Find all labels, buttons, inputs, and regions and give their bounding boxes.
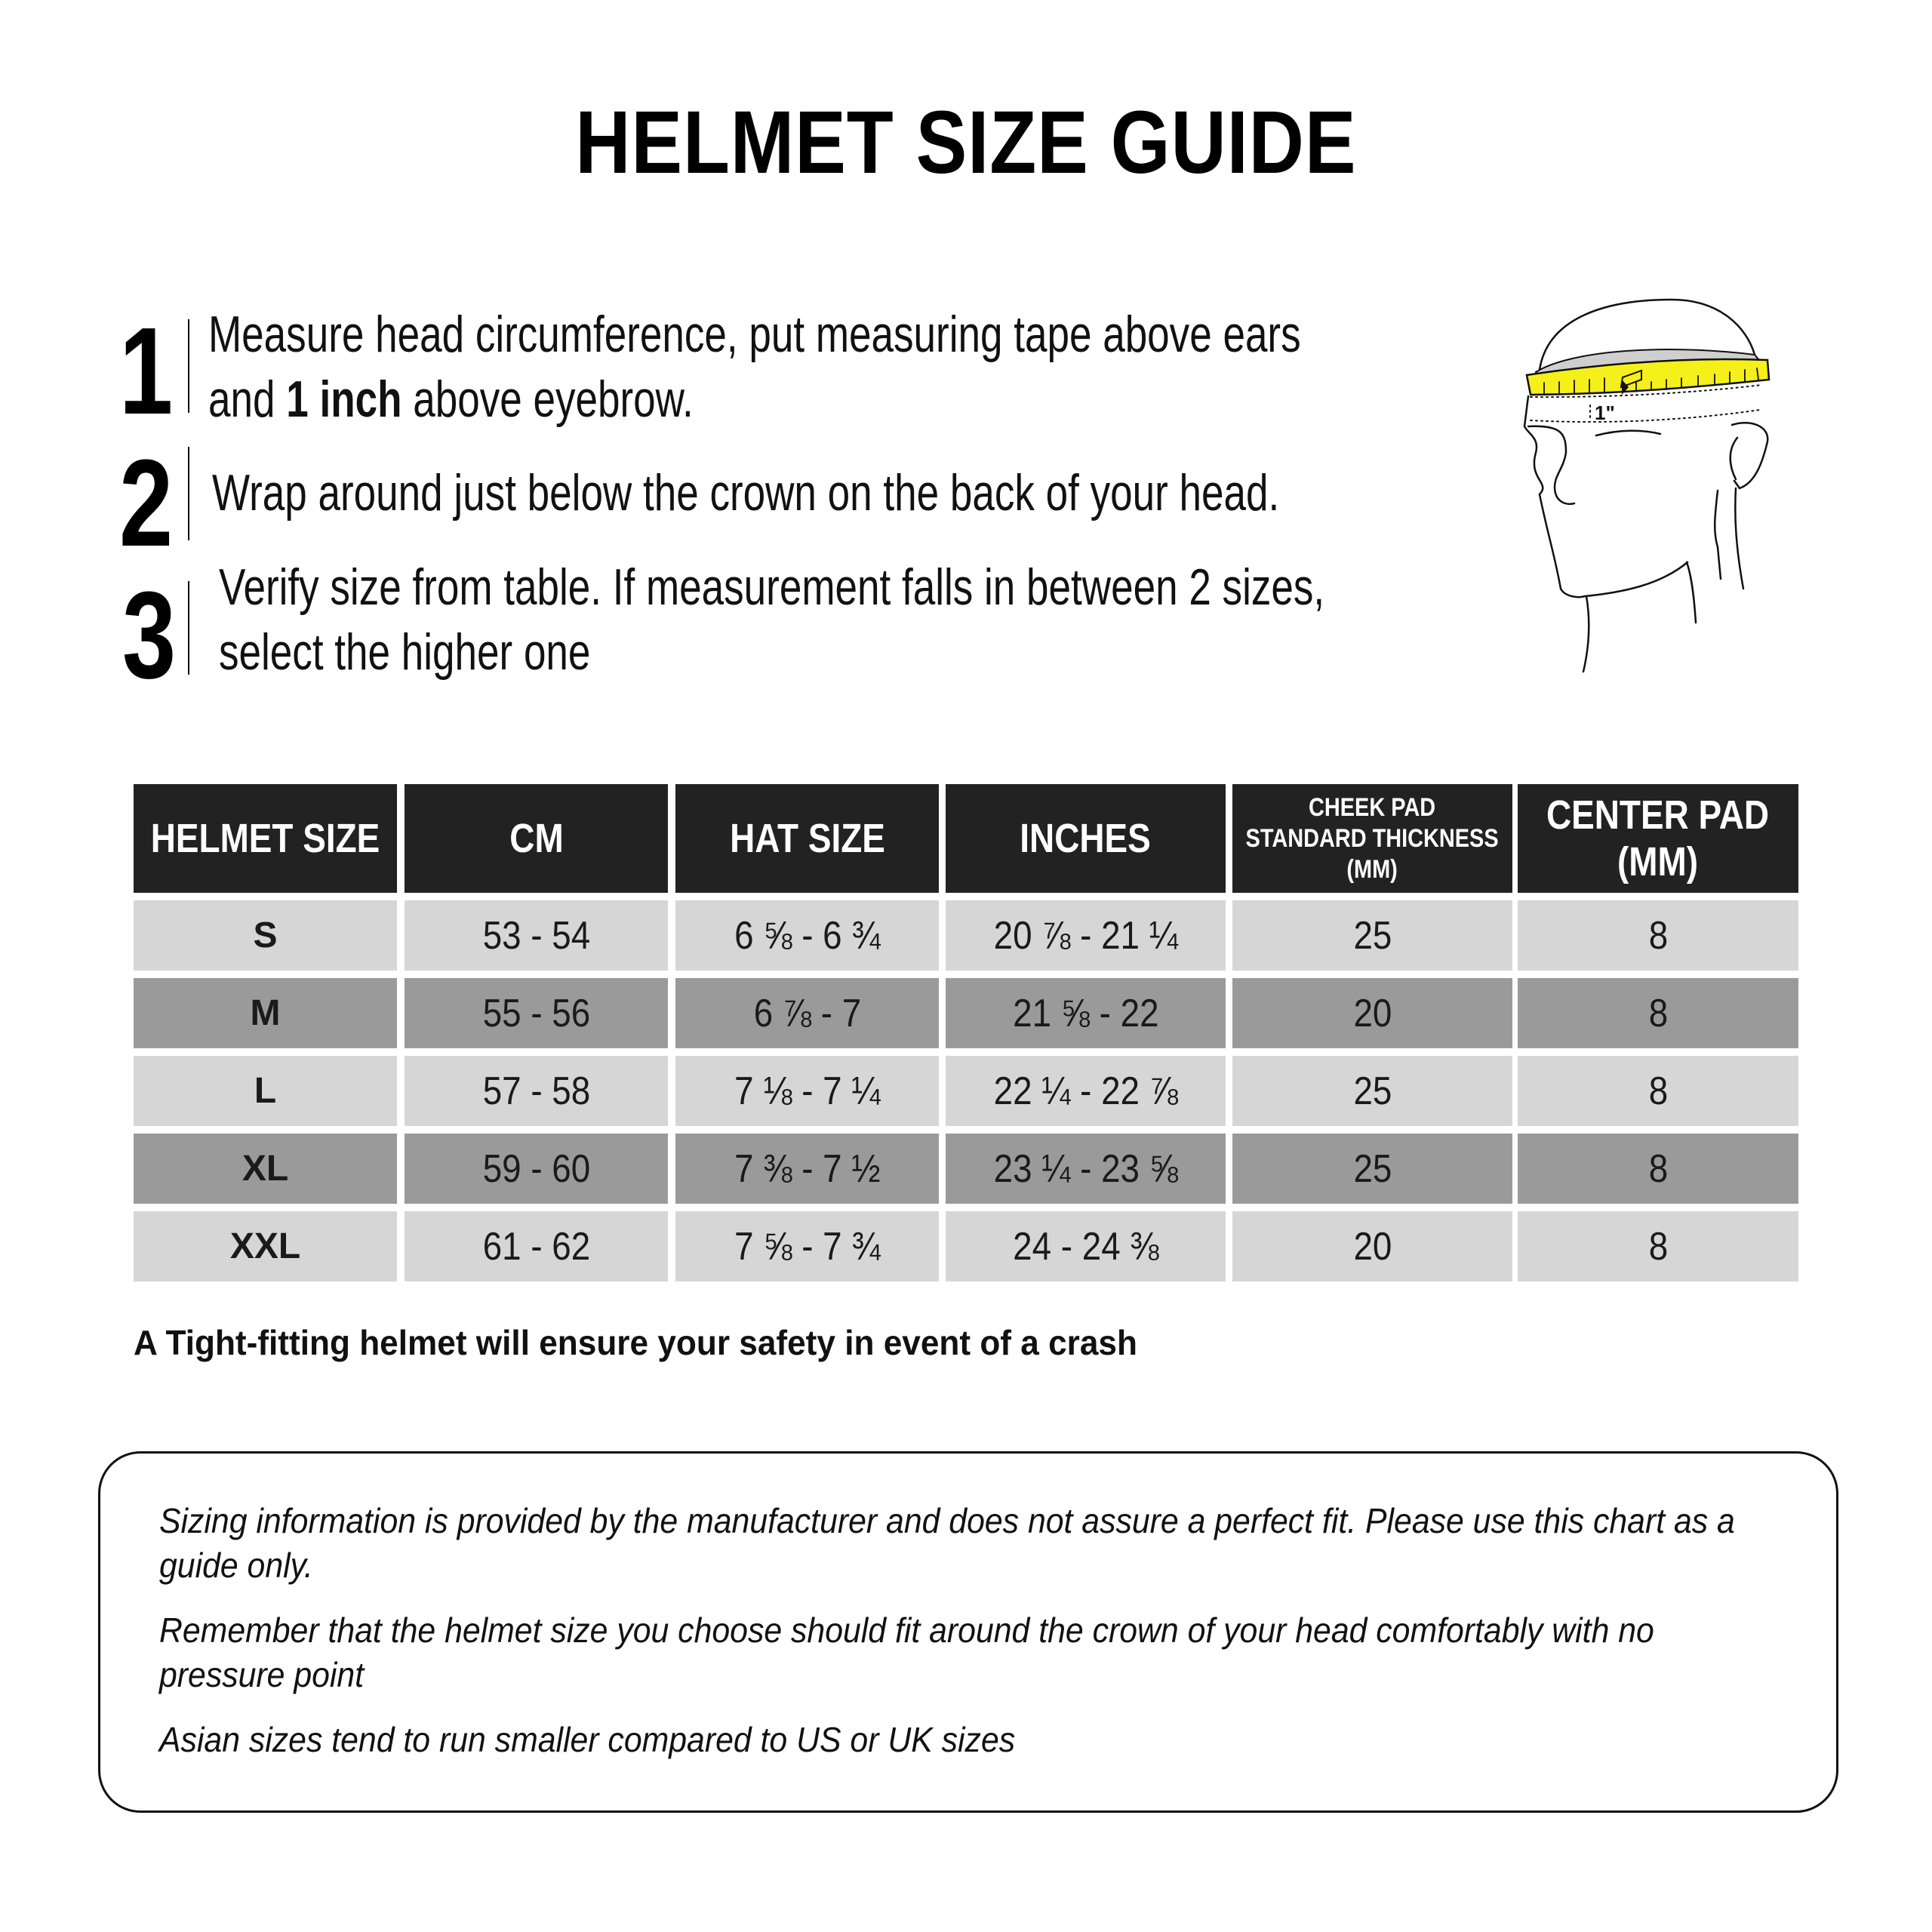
cell-value: 59 - 60 [482,1146,590,1191]
page-title [0,93,1932,192]
cell-hat-size [675,1211,939,1281]
cell-value: 8 [1648,913,1668,958]
page-title-text: HELMET SIZE GUIDE [575,93,1357,192]
header-line: STANDARD THICKNESS [1245,823,1500,853]
cell-helmet-size [134,900,397,971]
emphasis-text: 1 inch [286,371,402,428]
cell-cheek-pad [1232,978,1512,1048]
cell-inches [946,1134,1226,1204]
cell-value: 20 ⅞ - 21 ¼ [993,913,1178,958]
step-text [208,302,1301,432]
cell-value: XL [242,1149,289,1189]
header-label [1246,792,1499,885]
cell-hat-size [675,900,939,971]
cell-cm [405,1056,668,1126]
cell-cheek-pad [1232,1134,1512,1204]
cell-inches [946,900,1226,971]
header-line: CHEEK PAD [1309,792,1436,822]
cell-hat-size [675,978,939,1048]
cell-value: 6 ⅞ - 7 [753,991,861,1035]
cell-value: 7 ⅜ - 7 ½ [734,1146,881,1191]
cell-value: M [250,993,281,1033]
disclaimer-paragraph: Remember that the helmet size you choose should fit around the crown of your head comfortably with no pressure point [159,1611,1654,1694]
header-line: CENTER PAD [1546,792,1770,838]
step-divider [188,319,189,413]
cell-value: 7 ⅝ - 7 ¾ [734,1224,881,1269]
cell-hat-size [675,1056,939,1126]
cell-value: S [253,915,278,955]
step-number: 3 [122,566,177,704]
cell-value: 7 ⅛ - 7 ¼ [734,1069,881,1113]
cell-value: 23 ¼ - 23 ⅝ [993,1146,1178,1191]
cell-value: 61 - 62 [482,1224,590,1269]
table-row [134,978,1798,1048]
header-label: CM [509,816,564,861]
cell-inches [946,1056,1226,1126]
cell-value: 24 - 24 ⅜ [1012,1224,1159,1269]
cell-inches [946,978,1226,1048]
cell-value: 25 [1353,913,1392,958]
column-header-hat-size [675,784,939,893]
step-number: 2 [119,434,174,572]
cell-value: 57 - 58 [482,1069,590,1113]
cell-value: 8 [1648,1224,1668,1269]
cell-center-pad [1518,978,1798,1048]
header-label: HELMET SIZE [150,816,380,861]
cell-cheek-pad [1232,1056,1512,1126]
header-label: INCHES [1020,816,1152,861]
cell-cheek-pad [1232,1211,1512,1281]
cell-helmet-size [134,1211,397,1281]
table-row [134,1134,1798,1204]
step-number: 1 [119,302,174,440]
cell-cm [405,1134,668,1204]
column-header-cm [405,784,668,893]
step-line: select the higher one [219,623,591,681]
step-text [219,555,1324,685]
cell-center-pad [1518,1211,1798,1281]
cell-value: 55 - 56 [482,991,590,1035]
cell-center-pad [1518,1134,1798,1204]
cell-value: XXL [229,1226,301,1266]
column-header-cheek-pad [1232,784,1512,893]
table-header-row [134,784,1798,893]
cell-value: L [254,1071,277,1111]
step-divider [188,581,189,675]
step-line: Measure head circumference, put measuring tape above ears [208,306,1301,363]
cell-value: 22 ¼ - 22 ⅞ [993,1069,1178,1113]
column-header-helmet-size [134,784,397,893]
safety-note: A Tight-fitting helmet will ensure your safety in event of a crash [134,1323,1137,1362]
cell-value: 6 ⅝ - 6 ¾ [734,913,881,958]
cell-cm [405,900,668,971]
cell-value: 8 [1648,1069,1668,1113]
disclaimer-paragraph: Asian sizes tend to run smaller compared to US or UK sizes [159,1720,1016,1759]
cell-inches [946,1211,1226,1281]
column-header-center-pad [1518,784,1798,893]
step-divider [188,447,189,540]
cell-cheek-pad [1232,900,1512,971]
step-line: Wrap around just below the crown on the back of your head. [212,464,1280,521]
cell-value: 8 [1648,1146,1668,1191]
cell-value: 53 - 54 [482,913,590,958]
table-row [134,1211,1798,1281]
step-line [208,367,1301,432]
text: above eyebrow. [401,371,694,428]
step-text [212,460,1279,525]
cell-helmet-size [134,1056,397,1126]
cell-value: 21 ⅝ - 22 [1012,991,1159,1035]
cell-helmet-size [134,978,397,1048]
cell-cm [405,978,668,1048]
cell-hat-size [675,1134,939,1204]
disclaimer-paragraph: Sizing information is provided by the manufacturer and does not assure a perfect fit. Please use this chart as a guide only. [159,1501,1735,1585]
header-line: (MM) [1346,854,1398,884]
cell-center-pad [1518,900,1798,971]
header-label [1547,792,1770,885]
disclaimer-box [98,1451,1838,1813]
cell-value: 20 [1353,991,1392,1035]
cell-value: 25 [1353,1146,1392,1191]
header-line: (MM) [1617,839,1699,884]
cell-value: 25 [1353,1069,1392,1113]
header-label: HAT SIZE [729,816,885,861]
cell-value: 20 [1353,1224,1392,1269]
table-row [134,1056,1798,1126]
step-line: Verify size from table. If measurement falls in between 2 sizes, [219,558,1325,616]
text: and [208,371,287,428]
head-measurement-icon [1494,291,1796,691]
one-inch-label: 1" [1595,401,1615,424]
table-row [134,900,1798,971]
cell-cm [405,1211,668,1281]
column-header-inches [946,784,1226,893]
cell-helmet-size [134,1134,397,1204]
cell-value: 8 [1648,991,1668,1035]
cell-center-pad [1518,1056,1798,1126]
